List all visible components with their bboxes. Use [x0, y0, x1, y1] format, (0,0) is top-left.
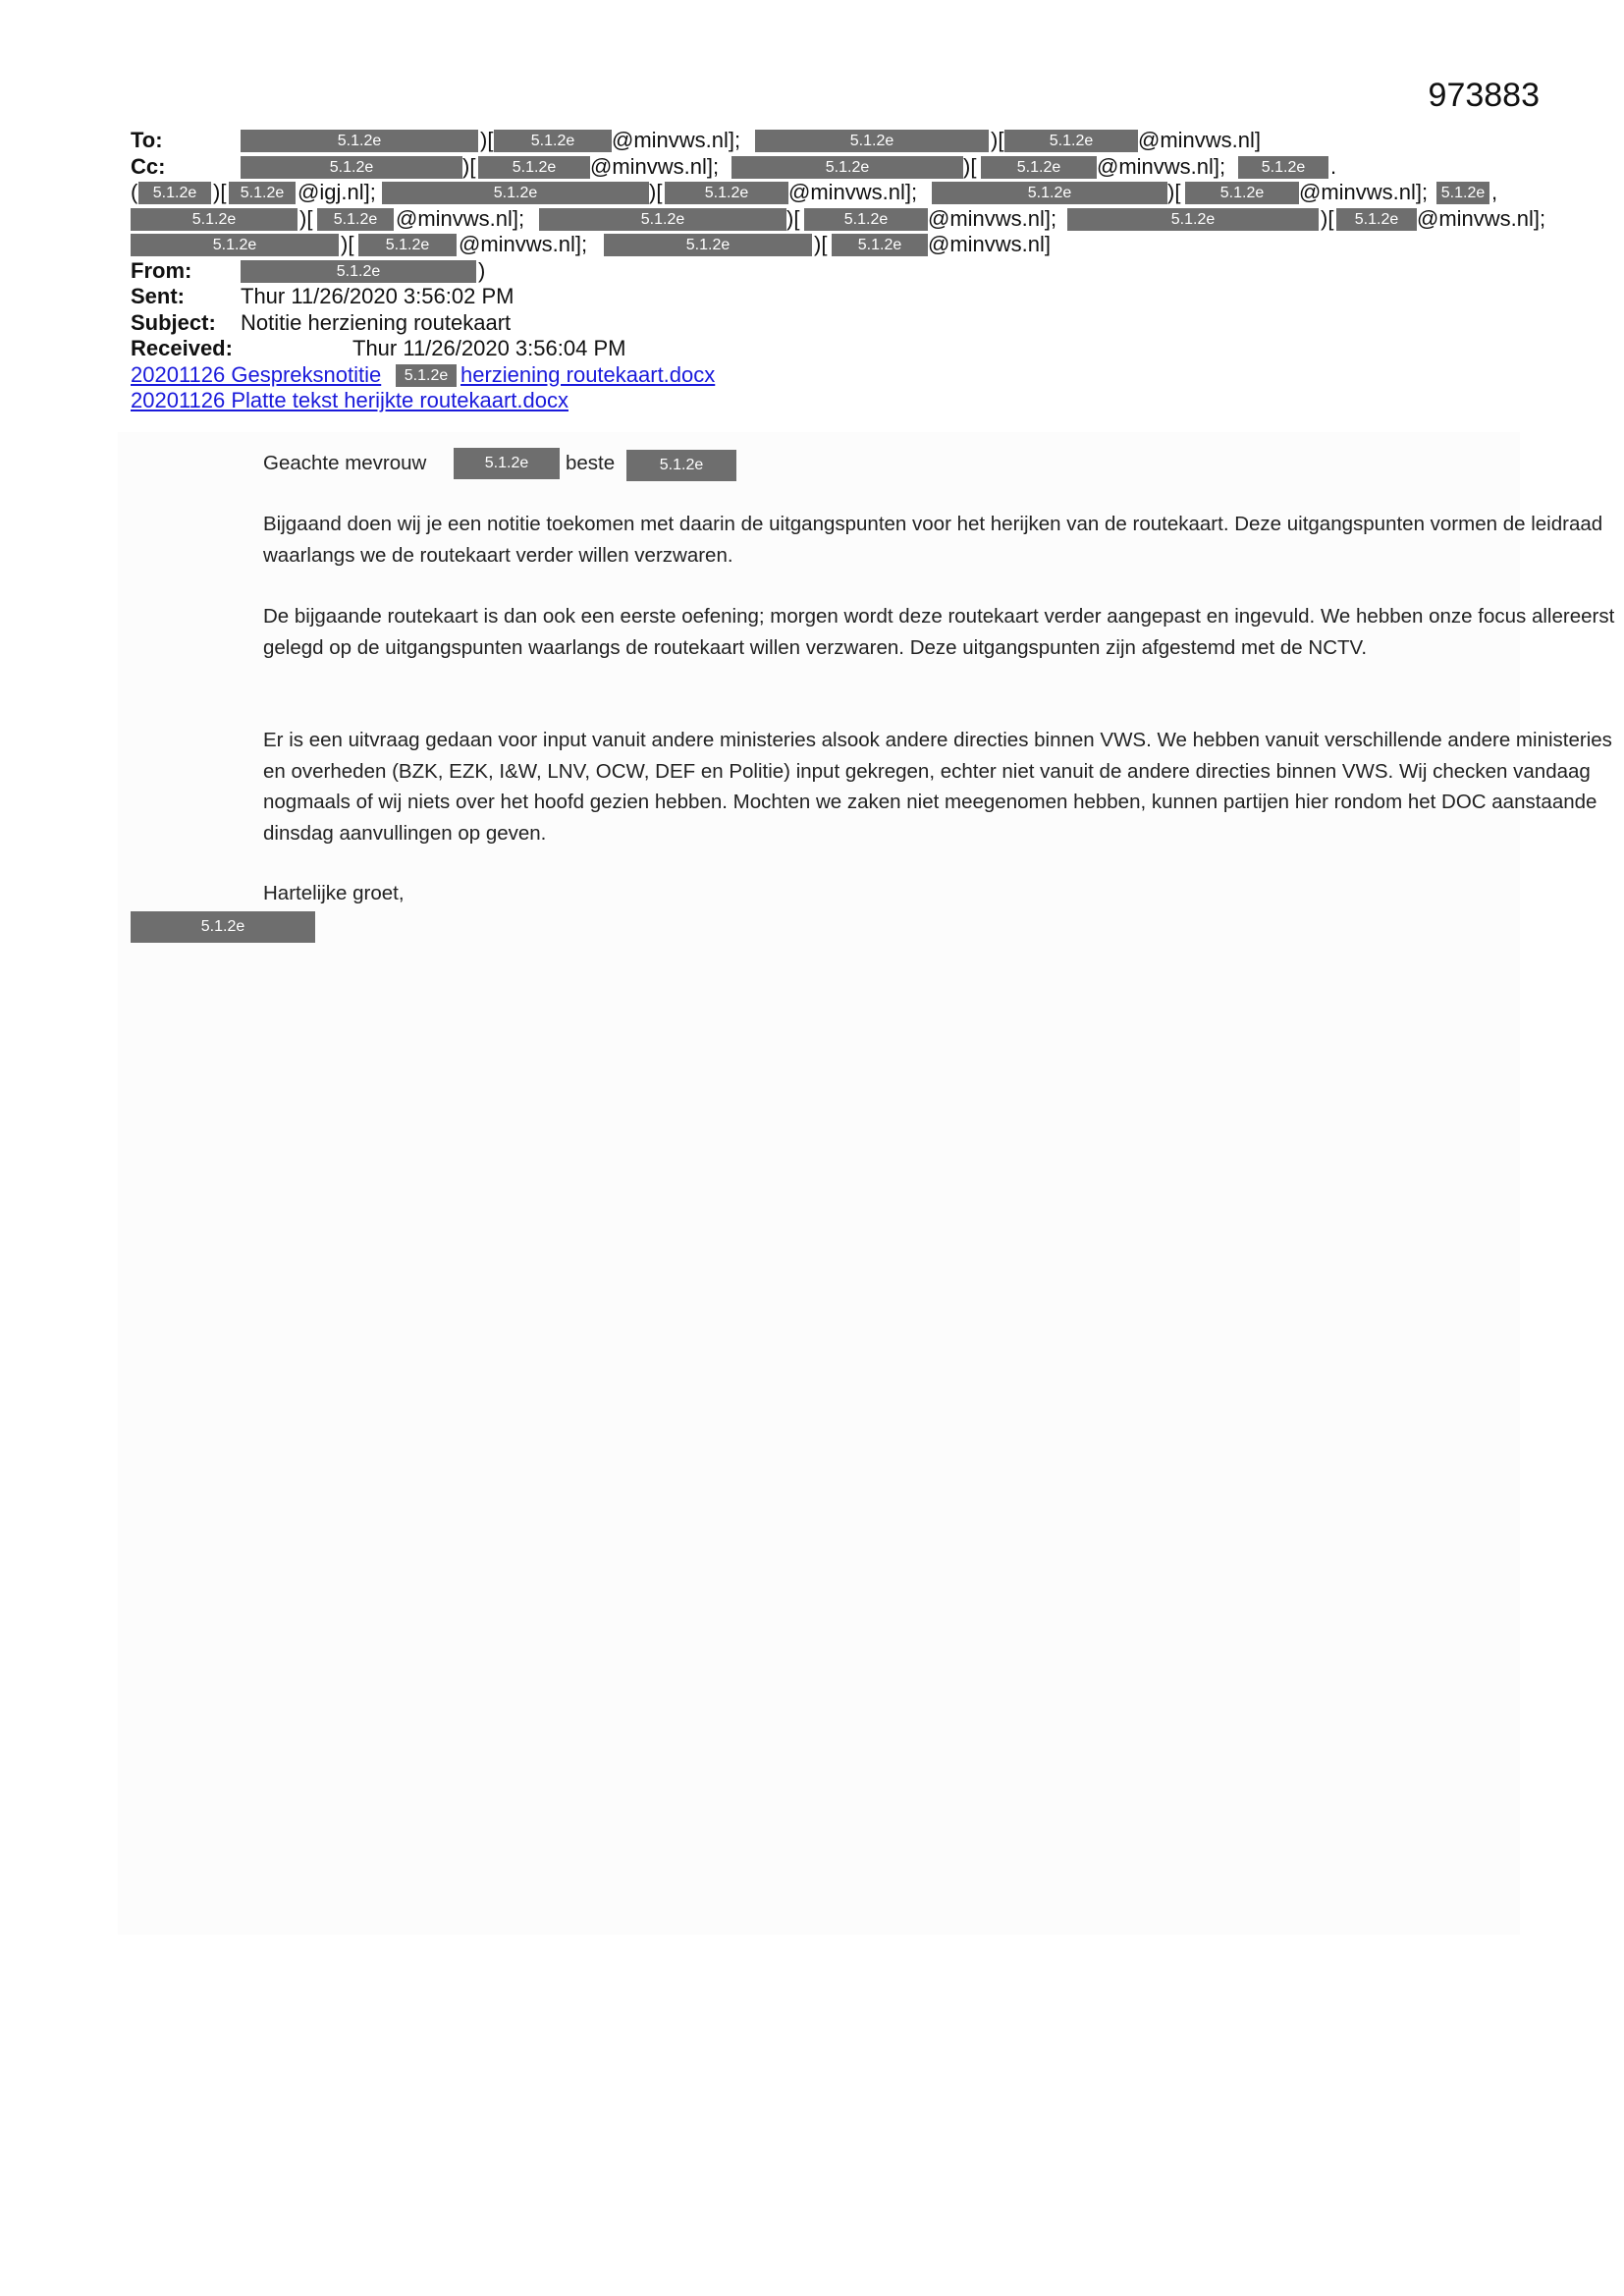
- email-domain: @minvws.nl]: [1138, 128, 1262, 152]
- redaction: 5.1.2e: [131, 234, 339, 256]
- redaction: 5.1.2e: [1336, 208, 1417, 231]
- email-domain: @minvws.nl];: [590, 153, 720, 179]
- paragraph-1: Bijgaand doen wij je een notitie toekomen met daarin de uitgangspunten voor het herijken van de routekaart. Deze uitgangspunten vormen de leidraad waarlangs we de routekaart verder willen verzwaren.: [263, 513, 1603, 567]
- redaction: 5.1.2e: [494, 130, 612, 152]
- attachment-link-prefix[interactable]: 20201126 Gespreksnotitie: [131, 361, 382, 387]
- redaction: 5.1.2e: [241, 156, 462, 179]
- document-number: 973883: [1428, 77, 1540, 114]
- redaction: 5.1.2e: [317, 208, 394, 231]
- attachment-link-suffix[interactable]: herziening routekaart.docx: [460, 361, 716, 387]
- signature-redaction: 5.1.2e: [131, 911, 315, 943]
- subject-value: Notitie herziening routekaart: [241, 309, 512, 335]
- redaction: 5.1.2e: [832, 234, 928, 256]
- redaction: 5.1.2e: [1238, 156, 1328, 179]
- email-domain: @minvws.nl];: [459, 232, 588, 256]
- email-domain: @igj.nl];: [298, 180, 376, 204]
- cc-label: Cc:: [131, 153, 166, 179]
- redaction: 5.1.2e: [755, 130, 989, 152]
- from-label: From:: [131, 257, 192, 283]
- redaction: 5.1.2e: [229, 182, 296, 204]
- redaction: 5.1.2e: [932, 182, 1167, 204]
- redaction: 5.1.2e: [1067, 208, 1319, 231]
- attachment-link[interactable]: 20201126 Platte tekst herijkte routekaart.docx: [131, 388, 568, 412]
- attachment-row: [131, 388, 1505, 414]
- redaction: 5.1.2e: [382, 182, 649, 204]
- cc-row: 5.1.2e )[ 5.1.2e @minvws.nl]; 5.1.2e )[ 5.1.2e @minvws.nl]; 5.1.2e )[ 5.1.2e @minvws.nl];: [131, 206, 1505, 233]
- email-domain: @minvws.nl];: [396, 205, 525, 231]
- redaction: 5.1.2e: [981, 156, 1097, 179]
- email-header: [131, 128, 1546, 414]
- received-label: Received:: [131, 336, 233, 360]
- redaction: 5.1.2e: [241, 260, 476, 283]
- redaction: 5.1.2e: [478, 156, 590, 179]
- email-domain: @minvws.nl];: [1299, 180, 1429, 204]
- from-row: [131, 258, 1505, 285]
- redaction: 5.1.2e: [358, 234, 457, 256]
- cc-row: 5.1.2e )[ 5.1.2e @minvws.nl]; 5.1.2e )[ 5.1.2e @minvws.nl]: [131, 232, 1505, 258]
- subject-row: [131, 310, 1505, 337]
- cc-row: Cc: 5.1.2e )[ 5.1.2e @minvws.nl]; 5.1.2e )[ 5.1.2e @minvws.nl]; 5.1.2e .: [131, 153, 1337, 179]
- redaction: 5.1.2e: [1004, 130, 1138, 152]
- received-row: [131, 336, 1505, 362]
- email-domain: @minvws.nl];: [1097, 153, 1226, 179]
- email-domain: @minvws.nl];: [612, 128, 741, 152]
- subject-label: Subject:: [131, 309, 216, 335]
- redaction: 5.1.2e: [396, 364, 457, 387]
- closing: Hartelijke groet,: [263, 882, 405, 904]
- redaction: 5.1.2e: [241, 130, 478, 152]
- paragraph-2: De bijgaande routekaart is dan ook een eerste oefening; morgen wordt deze routekaart verder aangepast en ingevuld. We hebben onze focus allereerst gelegd op de uitgangspunten waarlangs de routekaart willen verzwaren. Deze uitgangspunten zijn afgestemd met de NCTV.: [263, 605, 1615, 659]
- redaction: 5.1.2e: [626, 450, 736, 481]
- to-label: To:: [131, 128, 163, 152]
- redaction: 5.1.2e: [1436, 182, 1489, 204]
- redaction: 5.1.2e: [138, 182, 211, 204]
- email-body-panel: [118, 432, 1615, 1935]
- sent-row: [131, 284, 1505, 310]
- salutation-mid: beste: [566, 452, 616, 474]
- cc-row: ( 5.1.2e )[ 5.1.2e @igj.nl]; 5.1.2e )[ 5.1.2e @minvws.nl]; 5.1.2e )[ 5.1.2e @minvws.nl]; 5.1.2e ,: [131, 180, 1498, 204]
- email-domain: @minvws.nl];: [788, 180, 918, 204]
- from-close: ): [478, 257, 486, 283]
- to-row: To: 5.1.2e )[ 5.1.2e @minvws.nl]; 5.1.2e )[ 5.1.2e @minvws.nl]: [131, 128, 1262, 152]
- redaction: 5.1.2e: [1185, 182, 1299, 204]
- email-domain: @minvws.nl]: [928, 232, 1052, 256]
- salutation-start: Geachte mevrouw: [263, 452, 427, 474]
- redaction: 5.1.2e: [604, 234, 812, 256]
- email-domain: @minvws.nl];: [1417, 205, 1546, 231]
- attachment-row: [131, 362, 1505, 389]
- email-domain: @minvws.nl];: [928, 205, 1057, 231]
- redaction: 5.1.2e: [731, 156, 963, 179]
- redaction: 5.1.2e: [454, 448, 560, 479]
- redaction: 5.1.2e: [804, 208, 928, 231]
- paragraph-3: Er is een uitvraag gedaan voor input vanuit andere ministeries alsook andere directies binnen VWS. We hebben vanuit verschillende andere ministeries en overheden (BZK, EZK, I&W, LNV, OCW, DEF en Politie) input gekregen, echter niet vanuit de andere directies binnen VWS. Wij checken vandaag nogmaals of wij niets over het hoofd gezien hebben. Mochten we zaken niet meegenomen hebben, kunnen partijen hier rondom het DOC aanstaande dinsdag aanvullingen op geven.: [263, 729, 1612, 845]
- sent-label: Sent:: [131, 284, 185, 308]
- redaction: 5.1.2e: [131, 208, 298, 231]
- sent-value: Thur 11/26/2020 3:56:02 PM: [241, 284, 514, 308]
- redaction: 5.1.2e: [539, 208, 786, 231]
- received-value: Thur 11/26/2020 3:56:04 PM: [352, 336, 626, 360]
- redaction: 5.1.2e: [665, 182, 788, 204]
